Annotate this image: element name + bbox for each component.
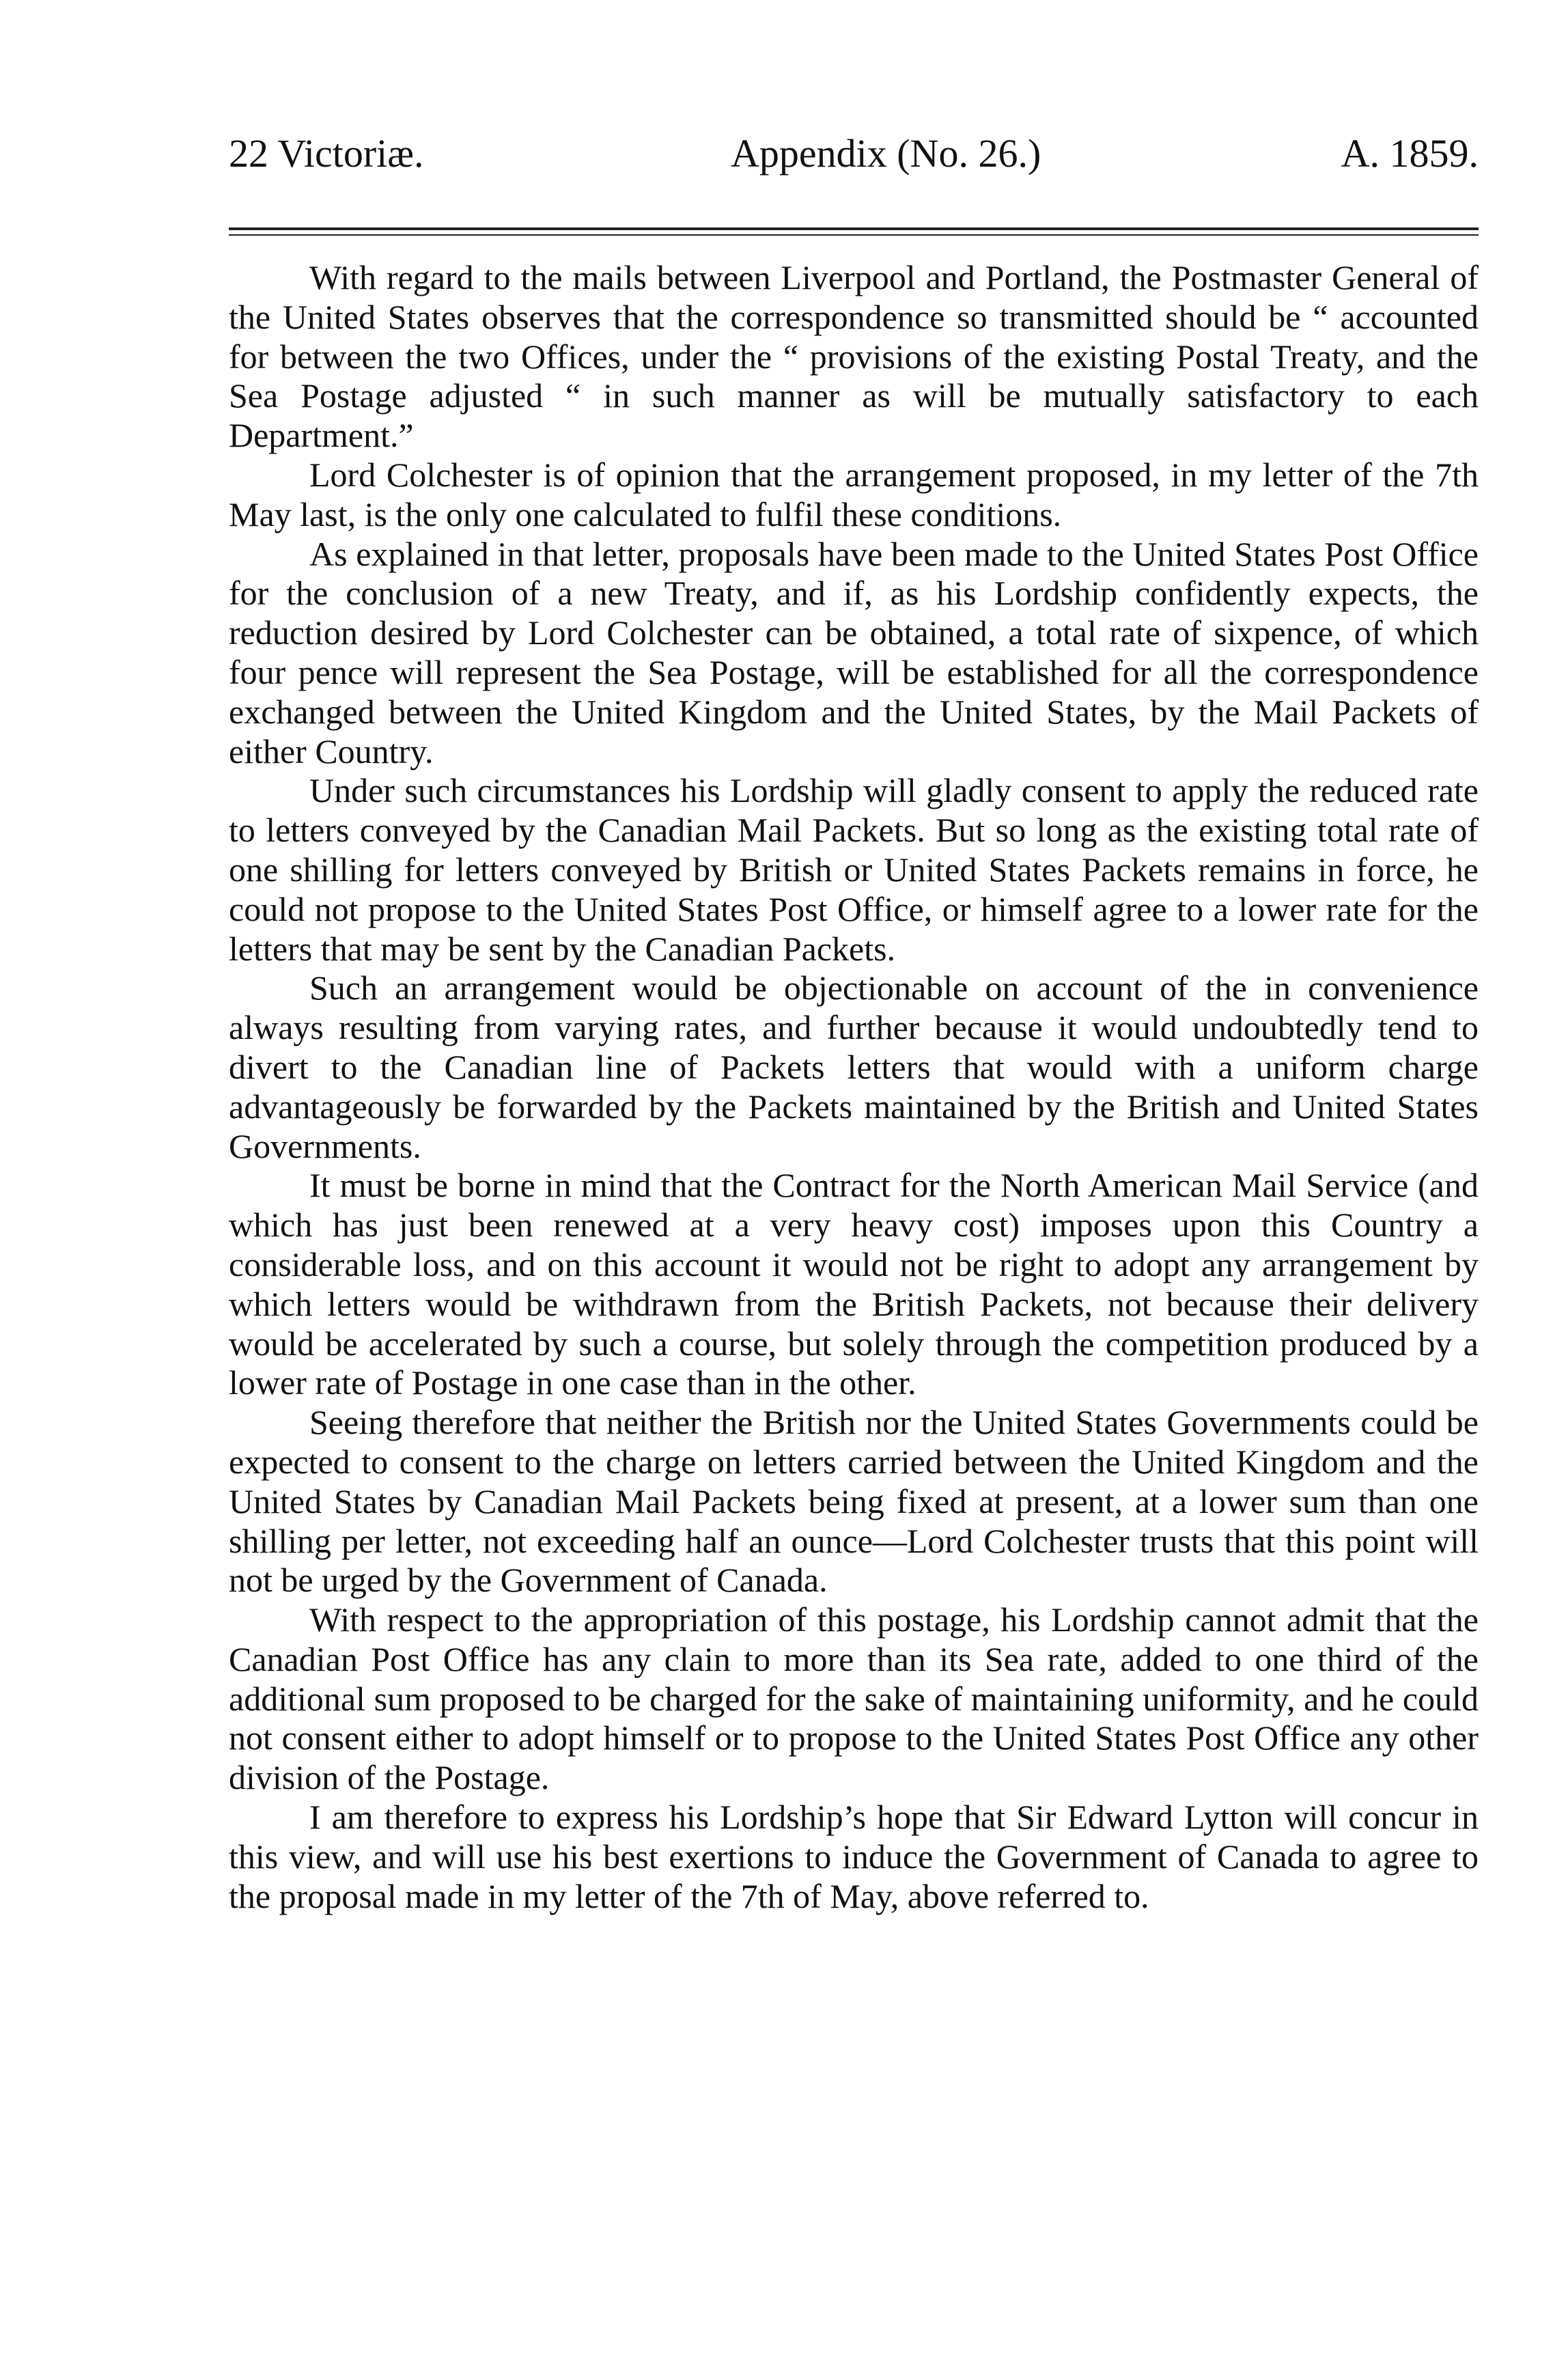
running-head-session: 22 Victoriæ. — [229, 131, 424, 176]
paragraph: Seeing therefore that neither the British nor the United States Governments could be expected to consent to the charge on letters carried between the United Kingdom and the United States by Canadian Mail Packets being fixed at present, at a lower sum than one shilling per letter, not exceeding half an ounce—Lord Colchester trusts that this point will not be urged by the Government of Canada. — [229, 1403, 1479, 1600]
paragraph: Under such circumstances his Lordship will gladly consent to apply the reduced rate to letters conveyed by the Canadian Mail Packets. But so long as the existing total rate of one shilling for letters conveyed by British or United States Packets remains in force, he could not propose to the United States Post Office, or himself agree to a lower rate for the letters that may be sent by the Canadian Packets. — [229, 771, 1479, 968]
paragraph: Lord Colchester is of opinion that the arrangement proposed, in my letter of the 7th May last, is the only one calculated to fulfil these conditions. — [229, 455, 1479, 533]
header-rule-thick — [229, 227, 1479, 230]
running-head-title: Appendix (No. 26.) — [731, 131, 1041, 176]
paragraph: With respect to the appropriation of this postage, his Lordship cannot admit that the Canadian Post Office has any clain to more than its Sea rate, added to one third of the additional sum proposed to be charged for the sake of maintaining uniformity, and he could not consent either to adopt himself or to propose to the United States Post Office any other division of the Postage. — [229, 1600, 1479, 1797]
page-header — [229, 130, 1479, 178]
header-rule-thin — [229, 234, 1479, 236]
body-text — [229, 258, 1479, 1916]
paragraph: I am therefore to express his Lordship’s hope that Sir Edward Lytton will concur in this view, and will use his best exertions to induce the Government of Canada to agree to the proposal made in my letter of the 7th of May, above referred to. — [229, 1798, 1479, 1915]
running-head-year: A. 1859. — [1341, 131, 1479, 176]
paragraph: It must be borne in mind that the Contract for the North American Mail Service (and which has just been renewed at a very heavy cost) imposes upon this Country a considerable loss, and on this account it would not be right to adopt any arrangement by which letters would be withdrawn from the British Packets, not because their delivery would be accelerated by such a course, but solely through the competition produced by a lower rate of Postage in one case than in the other. — [229, 1166, 1479, 1402]
paragraph: Such an arrangement would be objectionable on account of the in convenience always resulting from varying rates, and further because it would undoubtedly tend to divert to the Canadian line of Packets letters that would with a uniform charge advantageously be forwarded by the Packets maintained by the British and United States Governments. — [229, 969, 1479, 1165]
paragraph: With regard to the mails between Liverpool and Portland, the Postmaster General of the United States observes that the correspondence so transmitted should be “ accounted for between the two Offices, under the “ provisions of the existing Postal Treaty, and the Sea Postage adjusted “ in such manner as will be mutually satisfactory to each Department.” — [229, 258, 1479, 455]
paragraph: As explained in that letter, proposals have been made to the United States Post Office for the conclusion of a new Treaty, and if, as his Lordship confidently expects, the reduction desired by Lord Colchester can be obtained, a total rate of sixpence, of which four pence will represent the Sea Postage, will be established for all the correspondence exchanged between the United Kingdom and the United States, by the Mail Packets of either Country. — [229, 534, 1479, 770]
